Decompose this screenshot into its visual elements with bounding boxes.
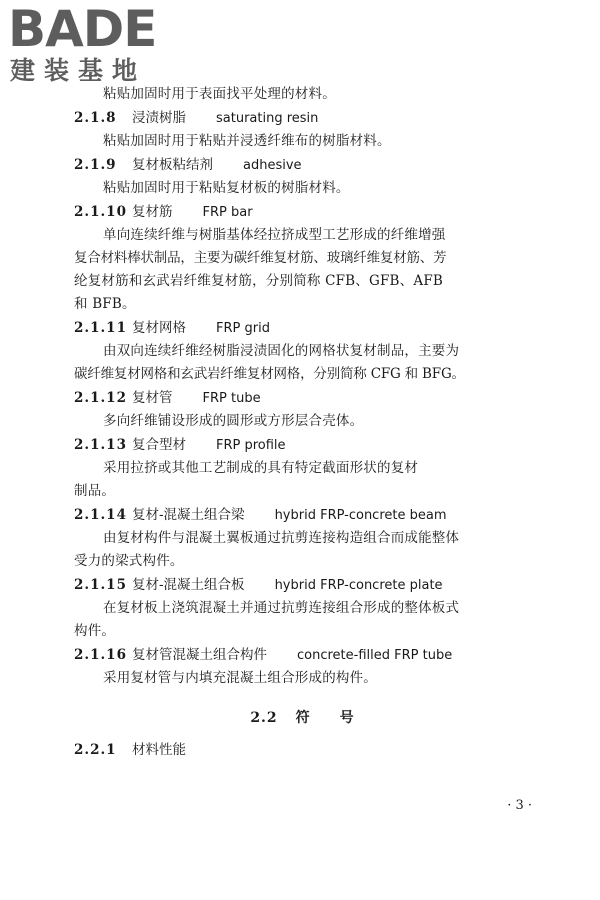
term-number: 2.1.16 [74, 647, 127, 663]
paragraph-line: 由复材构件与混凝土翼板通过抗剪连接构造组合而成能整体 [103, 530, 460, 546]
section-title: 符号 [295, 710, 384, 726]
term-chinese: 复材板粘结剂 [132, 157, 213, 173]
term-2-1-12 [74, 386, 540, 410]
term-english: FRP bar [202, 205, 253, 220]
bade-logo [8, 0, 178, 88]
term-number: 2.1.12 [74, 390, 127, 406]
term-english: hybrid FRP-concrete plate [274, 578, 443, 593]
term-number: 2.1.8 [74, 110, 117, 126]
paragraph-line: 多向纤维铺设形成的圆形或方形层合壳体。 [103, 413, 364, 429]
section-heading [74, 698, 540, 738]
term-chinese: 复材管 [132, 390, 173, 406]
term-english: saturating resin [216, 111, 319, 126]
document-body [74, 83, 540, 762]
term-chinese: 复材-混凝土组合板 [132, 577, 245, 593]
term-english: FRP tube [202, 391, 261, 406]
term-2-2-1 [74, 738, 540, 762]
term-english: FRP grid [216, 321, 270, 336]
section-number: 2.2 [250, 710, 278, 726]
paragraph-line: 粘贴加固时用于粘贴复材板的树脂材料。 [103, 180, 350, 196]
term-chinese: 复材管混凝土组合构件 [132, 647, 267, 663]
paragraph-line: 碳纤维复材网格和玄武岩纤维复材网格，分别简称 CFG 和 BFG。 [74, 366, 465, 382]
paragraph-line: 复合材料棒状制品，主要为碳纤维复材筋、玻璃纤维复材筋、芳 [74, 250, 447, 266]
logo-wordmark: BADE [8, 0, 157, 58]
term-2-1-14 [74, 503, 540, 527]
term-number: 2.1.9 [74, 157, 117, 173]
term-2-1-15 [74, 573, 540, 597]
paragraph-line: 采用复材管与内填充混凝土组合形成的构件。 [103, 670, 377, 686]
term-chinese: 复材网格 [132, 320, 186, 336]
term-chinese: 复材-混凝土组合梁 [132, 507, 245, 523]
term-chinese: 材料性能 [132, 742, 186, 758]
term-english: adhesive [243, 158, 302, 173]
term-number: 2.1.11 [74, 320, 127, 336]
term-english: concrete-filled FRP tube [297, 648, 453, 663]
term-chinese: 复材筋 [132, 204, 173, 220]
paragraph-line: 受力的梁式构件。 [74, 553, 184, 569]
paragraph-line: 粘贴加固时用于表面找平处理的材料。 [103, 86, 336, 102]
term-2-1-9 [74, 153, 540, 177]
paragraph-line: 在复材板上浇筑混凝土并通过抗剪连接组合形成的整体板式 [103, 600, 460, 616]
term-chinese: 复合型材 [132, 437, 186, 453]
paragraph-line: 由双向连续纤维经树脂浸渍固化的网格状复材制品，主要为 [103, 343, 460, 359]
paragraph-line: 粘贴加固时用于粘贴并浸透纤维布的树脂材料。 [103, 133, 391, 149]
term-english: hybrid FRP-concrete beam [274, 508, 447, 523]
paragraph-line: 构件。 [74, 623, 116, 639]
term-number: 2.2.1 [74, 742, 117, 758]
paragraph-line: 制品。 [74, 483, 116, 499]
term-number: 2.1.13 [74, 437, 127, 453]
term-2-1-13 [74, 433, 540, 457]
term-2-1-16 [74, 643, 540, 667]
logo-subtitle: 建装基地 [10, 56, 147, 85]
term-number: 2.1.15 [74, 577, 127, 593]
paragraph-line: 单向连续纤维与树脂基体经拉挤成型工艺形成的纤维增强 [103, 227, 446, 243]
term-number: 2.1.14 [74, 507, 127, 523]
term-chinese: 浸渍树脂 [132, 110, 186, 126]
term-number: 2.1.10 [74, 204, 127, 220]
term-2-1-8 [74, 106, 540, 130]
paragraph-line: 纶复材筋和玄武岩纤维复材筋，分别简称 CFB、GFB、AFB [74, 273, 444, 289]
term-2-1-11 [74, 316, 540, 340]
term-2-1-10 [74, 200, 540, 224]
paragraph-line: 和 BFB。 [74, 296, 136, 312]
page-number: · 3 · [507, 798, 532, 813]
paragraph-line: 采用拉挤或其他工艺制成的具有特定截面形状的复材 [103, 460, 419, 476]
term-english: FRP profile [216, 438, 286, 453]
